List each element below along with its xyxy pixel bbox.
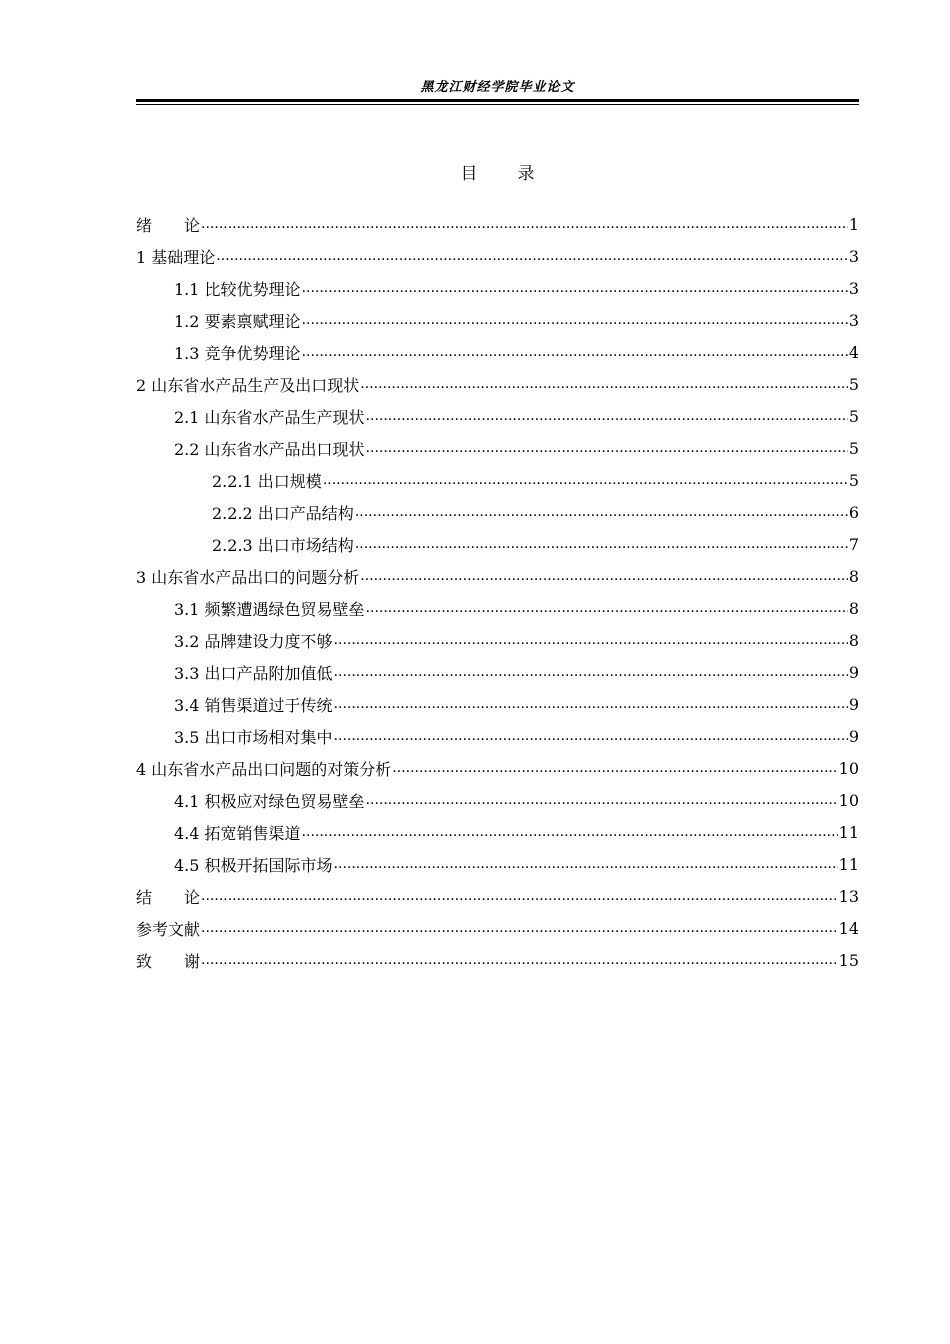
toc-entry-label: 4.5 积极开拓国际市场 — [174, 855, 333, 875]
toc-dot-leader — [302, 280, 848, 296]
toc-dot-leader — [366, 408, 848, 424]
toc-dot-leader — [366, 600, 848, 616]
toc-entry-page-number: 5 — [848, 470, 859, 490]
toc-dot-leader — [201, 888, 838, 904]
toc-entry-page-number: 5 — [848, 406, 859, 426]
toc-entry-page-number: 9 — [848, 694, 859, 714]
toc-title-left: 目 — [460, 164, 478, 184]
toc-entry-page-number: 10 — [838, 758, 859, 778]
toc-dot-leader — [334, 856, 838, 872]
toc-entry-page-number: 11 — [838, 854, 859, 874]
toc-dot-leader — [334, 664, 848, 680]
toc-entry-label: 2.2.2 出口产品结构 — [212, 503, 354, 523]
toc-entry[interactable] — [136, 688, 859, 720]
toc-entry-label: 1.1 比较优势理论 — [174, 279, 301, 299]
toc-entry-page-number: 9 — [848, 726, 859, 746]
toc-entry-label: 绪 论 — [136, 215, 201, 235]
toc-entry[interactable] — [136, 496, 859, 528]
toc-dot-leader — [216, 248, 848, 264]
toc-entry-page-number: 3 — [848, 278, 859, 298]
toc-entry[interactable] — [136, 880, 859, 912]
toc-entry-label: 2.2.1 出口规模 — [212, 471, 322, 491]
toc-entry[interactable] — [136, 912, 859, 944]
toc-entry-label: 3.2 品牌建设力度不够 — [174, 631, 333, 651]
toc-entry-label: 参考文献 — [136, 919, 201, 939]
toc-dot-leader — [355, 536, 848, 552]
toc-entry[interactable] — [136, 336, 859, 368]
toc-entry-page-number: 8 — [848, 566, 859, 586]
toc-entry-label: 结 论 — [136, 887, 201, 907]
toc-entry-label: 4.4 拓宽销售渠道 — [174, 823, 301, 843]
toc-entry-label: 1.3 竞争优势理论 — [174, 343, 301, 363]
toc-entry[interactable] — [136, 592, 859, 624]
toc-entry-page-number: 5 — [848, 438, 859, 458]
toc-entry-page-number: 4 — [848, 342, 859, 362]
toc-dot-leader — [360, 376, 848, 392]
toc-entry-label: 3 山东省水产品出口的问题分析 — [136, 567, 360, 587]
toc-dot-leader — [201, 216, 848, 232]
toc-entry-label: 2.1 山东省水产品生产现状 — [174, 407, 365, 427]
toc-dot-leader — [302, 312, 848, 328]
toc-dot-leader — [201, 920, 838, 936]
header-rule-thick — [136, 99, 859, 102]
toc-entry-page-number: 14 — [838, 918, 859, 938]
toc-entry-page-number: 11 — [838, 822, 859, 842]
toc-entry-page-number: 8 — [848, 630, 859, 650]
toc-entry-page-number: 13 — [838, 886, 859, 906]
toc-entry-label: 2.2 山东省水产品出口现状 — [174, 439, 365, 459]
toc-title-right: 录 — [517, 164, 535, 184]
table-of-contents — [136, 208, 859, 976]
toc-dot-leader — [360, 568, 848, 584]
toc-entry-page-number: 3 — [848, 246, 859, 266]
toc-entry-label: 2 山东省水产品生产及出口现状 — [136, 375, 360, 395]
toc-entry[interactable] — [136, 400, 859, 432]
toc-entry-label: 4.1 积极应对绿色贸易壁垒 — [174, 791, 365, 811]
toc-entry-page-number: 10 — [838, 790, 859, 810]
toc-entry-page-number: 8 — [848, 598, 859, 618]
toc-entry[interactable] — [136, 432, 859, 464]
toc-entry[interactable] — [136, 560, 859, 592]
toc-entry[interactable] — [136, 528, 859, 560]
toc-entry[interactable] — [136, 464, 859, 496]
toc-entry-page-number: 3 — [848, 310, 859, 330]
toc-entry[interactable] — [136, 944, 859, 976]
toc-dot-leader — [366, 792, 838, 808]
toc-entry-label: 1.2 要素禀赋理论 — [174, 311, 301, 331]
header-rule-thin — [136, 104, 859, 105]
toc-entry[interactable] — [136, 272, 859, 304]
toc-entry-label: 3.4 销售渠道过于传统 — [174, 695, 333, 715]
toc-entry-label: 致 谢 — [136, 951, 201, 971]
toc-entry[interactable] — [136, 848, 859, 880]
toc-entry-label: 1 基础理论 — [136, 247, 216, 267]
toc-dot-leader — [201, 952, 838, 968]
page-header-title: 黑龙江财经学院毕业论文 — [420, 80, 575, 95]
toc-entry-page-number: 5 — [848, 374, 859, 394]
toc-dot-leader — [366, 440, 848, 456]
toc-entry[interactable] — [136, 240, 859, 272]
toc-entry-page-number: 15 — [838, 950, 859, 970]
toc-entry[interactable] — [136, 304, 859, 336]
toc-dot-leader — [334, 728, 848, 744]
toc-entry-page-number: 6 — [848, 502, 859, 522]
toc-entry-label: 3.5 出口市场相对集中 — [174, 727, 333, 747]
toc-entry[interactable] — [136, 656, 859, 688]
toc-entry[interactable] — [136, 720, 859, 752]
toc-entry[interactable] — [136, 752, 859, 784]
toc-entry-page-number: 7 — [848, 534, 859, 554]
toc-title — [136, 162, 859, 186]
toc-dot-leader — [302, 344, 848, 360]
toc-dot-leader — [392, 760, 837, 776]
toc-entry-page-number: 9 — [848, 662, 859, 682]
toc-dot-leader — [355, 504, 848, 520]
toc-dot-leader — [323, 472, 848, 488]
toc-dot-leader — [302, 824, 838, 840]
toc-entry[interactable] — [136, 784, 859, 816]
toc-entry[interactable] — [136, 368, 859, 400]
toc-entry[interactable] — [136, 624, 859, 656]
toc-dot-leader — [334, 632, 848, 648]
toc-entry-label: 3.1 频繁遭遇绿色贸易壁垒 — [174, 599, 365, 619]
toc-entry[interactable] — [136, 816, 859, 848]
toc-entry-label: 2.2.3 出口市场结构 — [212, 535, 354, 555]
toc-entry[interactable] — [136, 208, 859, 240]
toc-entry-label: 4 山东省水产品出口问题的对策分析 — [136, 759, 392, 779]
toc-entry-page-number: 1 — [848, 214, 859, 234]
toc-entry-label: 3.3 出口产品附加值低 — [174, 663, 333, 683]
toc-dot-leader — [334, 696, 848, 712]
